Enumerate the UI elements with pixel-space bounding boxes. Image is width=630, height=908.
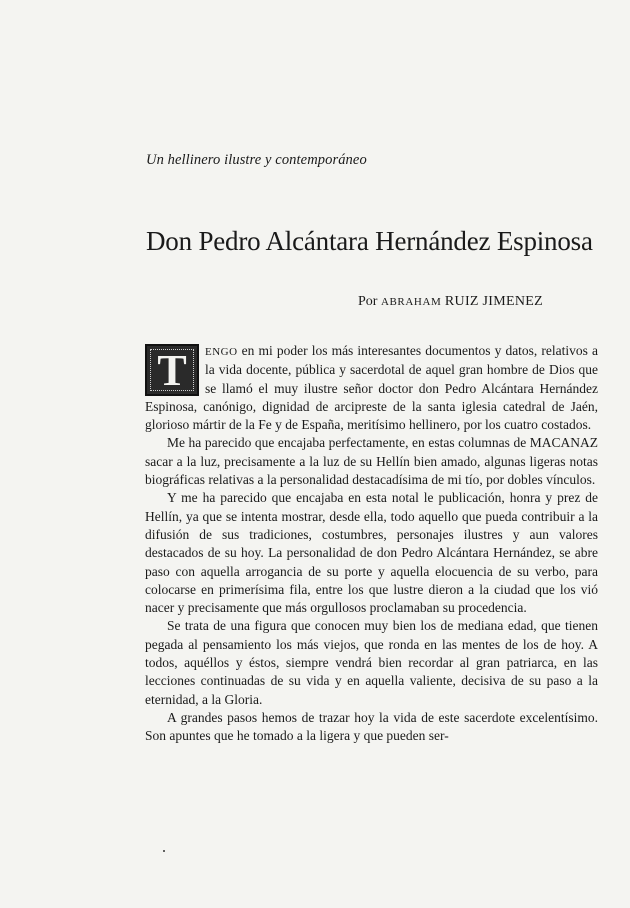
byline-prefix: Por: [358, 294, 378, 309]
paragraph-1-text: en mi poder los más interesantes documentos y datos, relativos a la vida docente, pública y sacerdotal de aquel gran hombre de Dios que se llamó el muy ilustre señor doctor don Pedro Alcántara Hernández Espinosa, canónigo, dignidad de arcipreste de la santa iglesia catedral de Jaén, glorioso mártir de la Fe y de España, meritísimo hellinero, por los cuatro costados.: [145, 343, 598, 433]
paragraph-1: [145, 342, 598, 434]
paragraph-3: Y me ha parecido que encajaba en esta notal le publicación, honra y prez de Hellín, ya que se intenta mostrar, desde ella, todo aquello que pueda contribuir a la difusión de sus tradiciones, costumbres, personajes ilustres y aun valores destacados de su hoy. La personalidad de don Pedro Alcántara Hernández, se abre paso con aquella arrogancia de su porte y aquella elocuencia de su verbo, para colocarse en primerísima fila, entre los que lustre dieron a la ciudad que los vió nacer y precisamente que más orgullosos proclamaban su procedencia.: [145, 490, 598, 616]
paragraph-5: A grandes pasos hemos de trazar hoy la vida de este sacerdote excelentísimo. Son apuntes que he tomado a la ligera y que pueden ser-: [145, 709, 598, 744]
byline: [358, 294, 543, 310]
article-subtitle: Un hellinero ilustre y contemporáneo: [146, 152, 367, 168]
article-title: Don Pedro Alcántara Hernández Espinosa: [146, 226, 593, 256]
paragraph-2: Me ha parecido que encajaba perfectamente, en estas columnas de MACANAZ sacar a la luz, precisamente a la luz de su Hellín bien amado, algunas ligeras notas biográficas relativas a la personalidad destacadísima de mi tío, por dobles vínculos.: [145, 435, 598, 488]
author-first-name: ABRAHAM: [380, 296, 442, 308]
ornate-initial-icon: [145, 344, 199, 396]
author-last-name: RUIZ JIMENEZ: [444, 294, 543, 309]
article-body: [145, 342, 598, 746]
paragraph-1-lead: ENGO: [205, 346, 238, 358]
print-speck: [163, 850, 165, 852]
initial-letter: T: [157, 346, 187, 395]
paragraph-4: Se trata de una figura que conocen muy bien los de mediana edad, que tienen pegada al pensamiento los más viejos, que ronda en las mentes de los de hoy. A todos, aquéllos y éstos, siempre vendrá bien recordar al gran patriarca, en las lecciones continuadas de su vida y en aquella valiente, decisiva de su paso a la eternidad, a la Gloria.: [145, 618, 598, 707]
